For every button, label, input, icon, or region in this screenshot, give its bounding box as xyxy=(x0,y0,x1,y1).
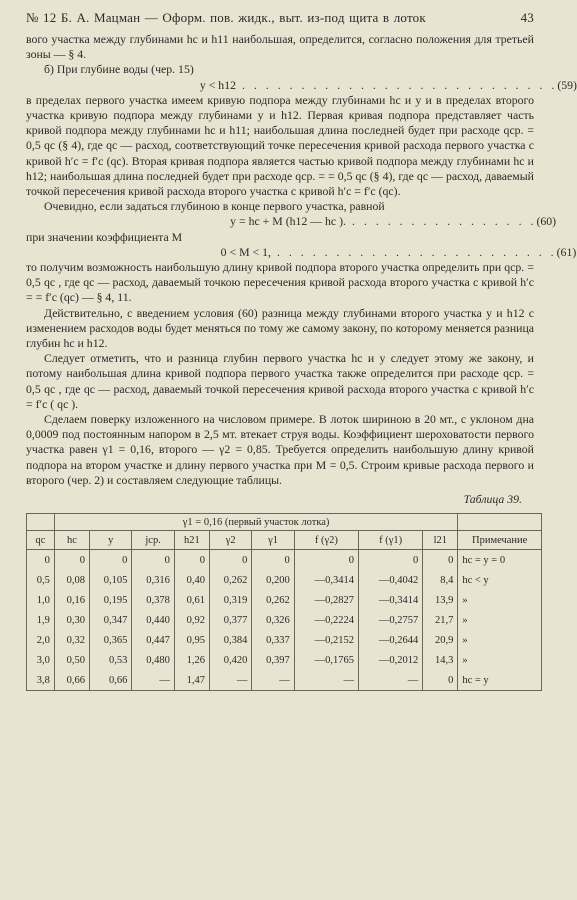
paragraph-8: Следует отметить, что и разница глубин первого участка hc и y следует этому же закону, и потому наибольшая длина кривой подпора первого участка также определится при расходе qср. = 0,5 qc , где qc — расход, даваемый точкой пересечения кривой расхода второго участка с кривой h′c = f′c ( qc ). xyxy=(26,351,534,411)
table-cell: 3,0 xyxy=(27,650,55,670)
table-cell: 0 xyxy=(358,550,422,571)
equation-59 xyxy=(26,77,577,93)
equation-60-number: (60) xyxy=(536,214,557,229)
column-header: l21 xyxy=(423,531,458,550)
table-cell: 0 xyxy=(27,550,55,571)
table-corner-right xyxy=(458,514,542,531)
table-cell: — xyxy=(252,670,294,691)
table-cell: —0,3414 xyxy=(294,570,358,590)
table-cell: 2,0 xyxy=(27,630,55,650)
table-cell: 0,480 xyxy=(132,650,174,670)
table-cell: 0 xyxy=(294,550,358,571)
table-cell: 21,7 xyxy=(423,610,458,630)
table-cell: 0,337 xyxy=(252,630,294,650)
table-cell: hc = y xyxy=(458,670,542,691)
paragraph-5: при значении коэффициента M xyxy=(26,229,183,244)
table-corner xyxy=(27,514,55,531)
column-header: y xyxy=(90,531,132,550)
table-cell: 0 xyxy=(90,550,132,571)
paragraph-6: то получим возможность наибольшую длину кривой подпора второго участка определить при qср. = 0,5 qc , где qc — расход, даваемый точкою пересечения кривой расхода второго участка с кривой h′c = = f′c (qc) — § 4, 11. xyxy=(26,260,534,305)
table-cell: —0,2644 xyxy=(358,630,422,650)
table-caption: Таблица 39. xyxy=(463,492,522,507)
table-cell: 0,5 xyxy=(27,570,55,590)
table-row xyxy=(27,670,542,691)
equation-59-formula: y < h12 xyxy=(199,77,236,92)
table-cell: —0,4042 xyxy=(358,570,422,590)
table-cell: 20,9 xyxy=(423,630,458,650)
table-cell: 0,262 xyxy=(252,590,294,610)
table-cell: 0,365 xyxy=(90,630,132,650)
table-cell: 0,316 xyxy=(132,570,174,590)
table-cell: 3,8 xyxy=(27,670,55,691)
data-table xyxy=(26,513,542,691)
table-cell: 0,326 xyxy=(252,610,294,630)
column-header: f (γ2) xyxy=(294,531,358,550)
table-row xyxy=(27,570,542,590)
table-cell: 0,95 xyxy=(174,630,209,650)
column-header: γ1 xyxy=(252,531,294,550)
column-header: h21 xyxy=(174,531,209,550)
column-header: γ2 xyxy=(209,531,251,550)
column-header: Примечание xyxy=(458,531,542,550)
table-cell: 0,377 xyxy=(209,610,251,630)
table-cell: hc = y = 0 xyxy=(458,550,542,571)
table-cell: —0,2012 xyxy=(358,650,422,670)
table-row xyxy=(27,590,542,610)
paragraph-9: Сделаем поверку изложенного на числовом примере. В лоток шириною в 20 мт., с уклоном дна 0,0009 под постоянным напором в 2,5 мт. втекает струя воды. Коэффициент шероховатости первого участка равен γ1 = 0,16, второго — γ2 = 0,85. Требуется определить наибольшую длину кривой подпора на втором участке и длину первого участка при M = 0,5. Строим кривые расхода первого и второго (чер. 2) и составляем следующие таблицы. xyxy=(26,412,534,487)
equation-59-number: (59) xyxy=(557,77,577,92)
table-cell: 0 xyxy=(132,550,174,571)
table-cell: 0,61 xyxy=(174,590,209,610)
paragraph-3: в пределах первого участка имеем кривую подпора между глубинами hc и y и в пределах второго участка кривую подпора между глубинами y и h12. Первая кривая подпора представляет часть кривой подпора между глубинами hc и h11; наибольшая длина последней будет при расходе qср. = 0,5 qc (§ 4), где qc — расход, соответствующий точке пересечения кривой расхода первого участка с кривой h′c = f′c (qc). Вторая кривая подпора является частью кривой подпора между глубинами hc и h12; наибольшая длина последней будет при расходе qср. = = 0,5 qc (§ 4), где qc — расход, даваемый точкой пересечения кривой расхода второго участка с кривой h′c = f′c (qc). xyxy=(26,92,534,199)
table-cell: 0,420 xyxy=(209,650,251,670)
table-cell: 0,378 xyxy=(132,590,174,610)
table-cell: » xyxy=(458,610,542,630)
table-cell: —0,2827 xyxy=(294,590,358,610)
table-cell: —0,2152 xyxy=(294,630,358,650)
table-cell: 0,16 xyxy=(54,590,89,610)
table-cell: » xyxy=(458,590,542,610)
table-cell: 8,4 xyxy=(423,570,458,590)
paragraph-4: Очевидно, если задаться глубиною в конце первого участка, равной xyxy=(44,199,385,214)
table-cell: 0,105 xyxy=(90,570,132,590)
table-cell: 1,9 xyxy=(27,610,55,630)
table-cell: 0,447 xyxy=(132,630,174,650)
table-cell: 0,200 xyxy=(252,570,294,590)
leader-dots: . . . . . . . . . . . . . . . . xyxy=(352,214,537,229)
table-cell: —0,2757 xyxy=(358,610,422,630)
table-cell: 0,347 xyxy=(90,610,132,630)
table-cell: 0 xyxy=(423,670,458,691)
table-cell: hc < y xyxy=(458,570,542,590)
column-header: jср. xyxy=(132,531,174,550)
equation-61-formula: 0 < M < 1, xyxy=(220,244,271,259)
table-cell: 0,66 xyxy=(90,670,132,691)
table-cell: 1,26 xyxy=(174,650,209,670)
running-header xyxy=(26,10,534,26)
table-cell: » xyxy=(458,650,542,670)
table-cell: 0 xyxy=(209,550,251,571)
table-group-title: γ1 = 0,16 (первый участок лотка) xyxy=(54,514,457,531)
table-cell: » xyxy=(458,630,542,650)
table-cell: —0,2224 xyxy=(294,610,358,630)
equation-61-number: (61) xyxy=(556,244,577,259)
paragraph-7: Действительно, с введением условия (60) разница между глубинами второго участка y и h12 с изменением расходов воды будет меняться по тому же самому закону, по которому меняется разница глубин hc и h12. xyxy=(26,305,534,351)
column-header: f (γ1) xyxy=(358,531,422,550)
equation-60 xyxy=(26,214,557,229)
table-cell: — xyxy=(209,670,251,691)
table-cell: 0 xyxy=(423,550,458,571)
table-cell: 0,195 xyxy=(90,590,132,610)
table-row xyxy=(27,630,542,650)
table-cell: 13,9 xyxy=(423,590,458,610)
equation-60-formula: y = hc + M (h12 — hc ). xyxy=(230,214,346,229)
table-cell: 0,440 xyxy=(132,610,174,630)
table-cell: 0,53 xyxy=(90,650,132,670)
table-cell: 0,66 xyxy=(54,670,89,691)
table-cell: — xyxy=(358,670,422,691)
table-cell: 1,0 xyxy=(27,590,55,610)
leader-dots: . . . . . . . . . . . . . . . . . . . . . . . . xyxy=(277,244,557,259)
table-row xyxy=(27,610,542,630)
equation-61 xyxy=(26,244,577,260)
leader-dots: . . . . . . . . . . . . . . . . . . . . . . . . . . . xyxy=(242,77,558,92)
column-header: hc xyxy=(54,531,89,550)
paragraph-1: вого участка между глубинами hc и h11 наибольшая, определится, согласно положения для третьей зоны — § 4. xyxy=(26,32,534,62)
table-row xyxy=(27,550,542,571)
table-cell: 0,50 xyxy=(54,650,89,670)
table-cell: 0 xyxy=(252,550,294,571)
table-cell: 0,92 xyxy=(174,610,209,630)
paragraph-2: б) При глубине воды (чер. 15) xyxy=(44,62,194,77)
table-cell: 0,30 xyxy=(54,610,89,630)
page-number: 43 xyxy=(520,10,534,25)
table-cell: 0,08 xyxy=(54,570,89,590)
table-cell: 0,319 xyxy=(209,590,251,610)
column-header: qc xyxy=(27,531,55,550)
table-row xyxy=(27,650,542,670)
table-cell: — xyxy=(132,670,174,691)
table-cell: 0,262 xyxy=(209,570,251,590)
table-cell: 0,397 xyxy=(252,650,294,670)
table-cell: —0,3414 xyxy=(358,590,422,610)
table-cell: 0,384 xyxy=(209,630,251,650)
table-cell: 0 xyxy=(54,550,89,571)
table-cell: 14,3 xyxy=(423,650,458,670)
header-title: № 12 Б. А. Мацман — Оформ. пов. жидк., выт. из-под щита в лоток xyxy=(26,10,426,25)
table-cell: — xyxy=(294,670,358,691)
table-cell: 1,47 xyxy=(174,670,209,691)
table-cell: —0,1765 xyxy=(294,650,358,670)
table-cell: 0,32 xyxy=(54,630,89,650)
table-cell: 0,40 xyxy=(174,570,209,590)
table-cell: 0 xyxy=(174,550,209,571)
